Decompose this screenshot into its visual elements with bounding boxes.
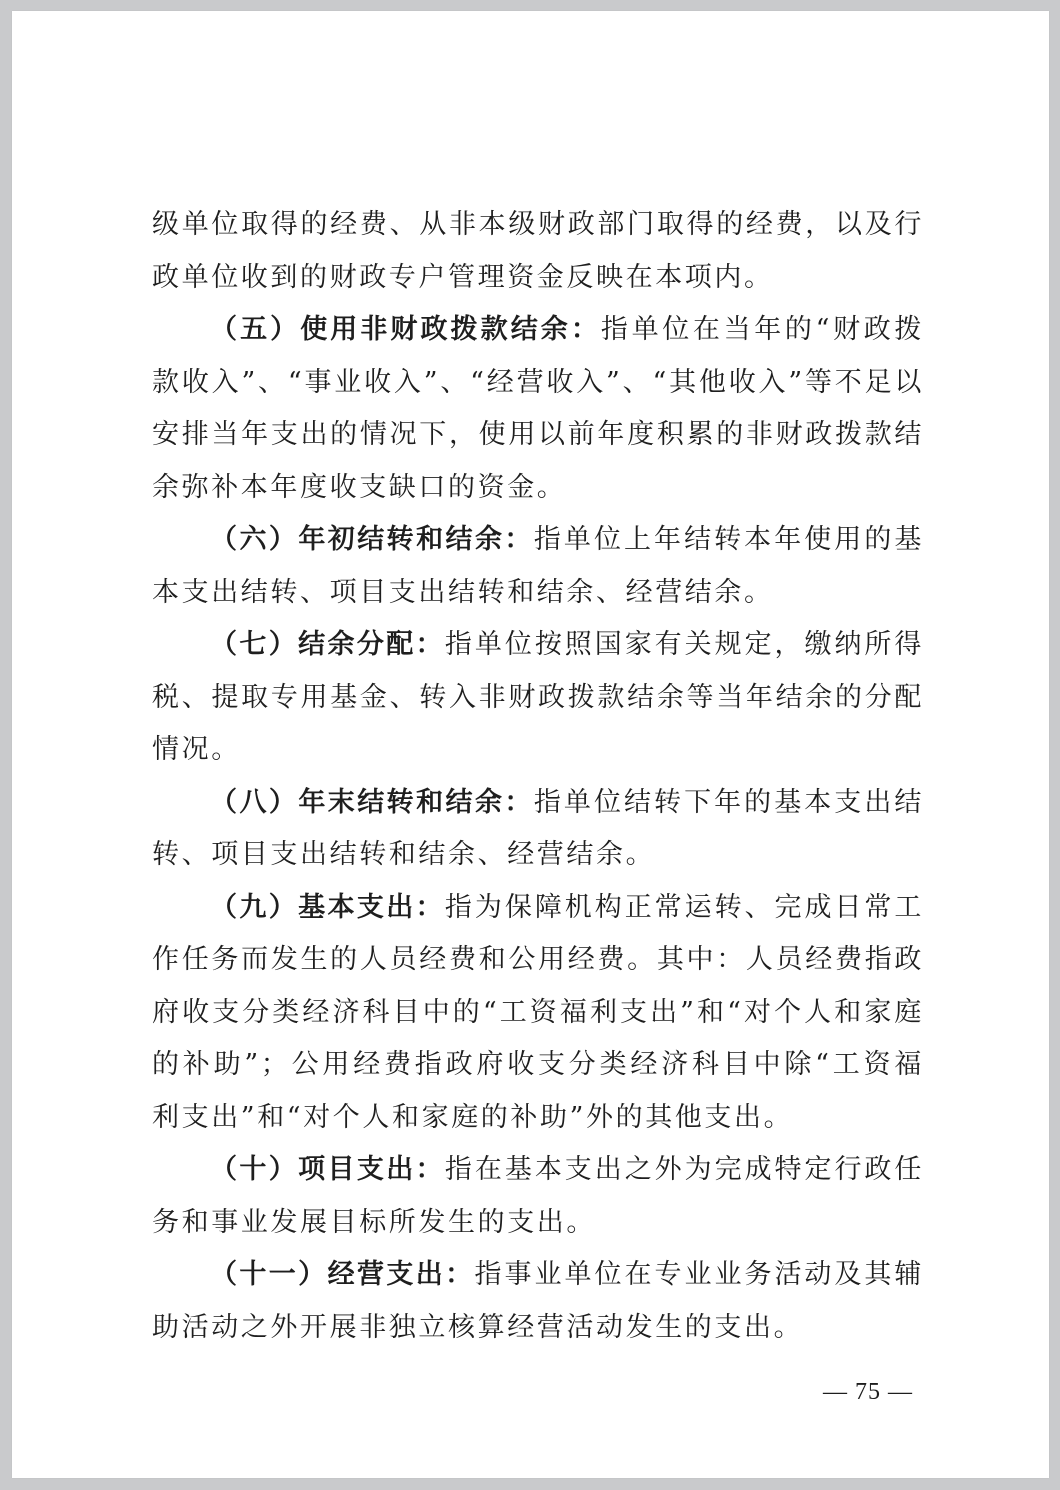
paragraph-text: 指在基本支出之外为完成特定行政任务和事业发展目标所发生的支出。 — [152, 1154, 924, 1238]
paragraph-text: 指事业单位在专业业务活动及其辅助活动之外开展非独立核算经营活动发生的支出。 — [152, 1259, 925, 1343]
document-page — [12, 11, 1049, 1478]
paragraph-text: 指单位上年结转本年使用的基本支出结转、项目支出结转和结余、经营结余。 — [152, 524, 924, 608]
paragraph-text: 指单位在当年的“财政拨款收入”、“事业收入”、“经营收入”、“其他收入”等不足以安排当年支出的情况下，使用以前年度积累的非财政拨款结余弥补本年度收支缺口的资金。 — [152, 314, 925, 503]
document-body — [152, 199, 924, 1354]
term-heading: （八）年末结转和结余： — [210, 786, 534, 818]
paragraph-basic-expenditure — [152, 882, 924, 1145]
term-heading: （十一）经营支出： — [210, 1259, 475, 1290]
paragraph-project-expenditure — [152, 1144, 924, 1249]
term-heading: （六）年初结转和结余： — [210, 524, 534, 555]
paragraph-closing-carryover — [152, 777, 924, 882]
paragraph-text: 指为保障机构正常运转、完成日常工作任务而发生的人员经费和公用经费。其中：人员经费指政府收支分类经济科目中的“工资福利支出”和“对个人和家庭的补助”；公用经费指政府收支分类经济科目中除“工资福利支出”和“对个人和家庭的补助”外的其他支出。 — [152, 891, 924, 1133]
paragraph-non-fiscal-surplus-use — [152, 304, 924, 514]
paragraph-surplus-distribution — [152, 619, 924, 777]
term-heading: （五）使用非财政拨款结余： — [210, 314, 601, 345]
term-heading: （七）结余分配： — [210, 629, 445, 660]
paragraph-text: 级单位取得的经费、从非本级财政部门取得的经费，以及行政单位收到的财政专户管理资金反映在本项内。 — [152, 209, 924, 293]
paragraph-operating-expenditure — [152, 1249, 924, 1354]
paragraph-opening-carryover — [152, 514, 924, 619]
paragraph-text: 指单位按照国家有关规定，缴纳所得税、提取专用基金、转入非财政拨款结余等当年结余的分配情况。 — [152, 629, 924, 765]
term-heading: （十）项目支出： — [210, 1154, 445, 1185]
paragraph-continuation — [152, 199, 924, 304]
page-number: — 75 — — [823, 1379, 913, 1405]
paragraph-text: 指单位结转下年的基本支出结转、项目支出结转和结余、经营结余。 — [152, 786, 924, 870]
term-heading: （九）基本支出： — [210, 891, 445, 923]
